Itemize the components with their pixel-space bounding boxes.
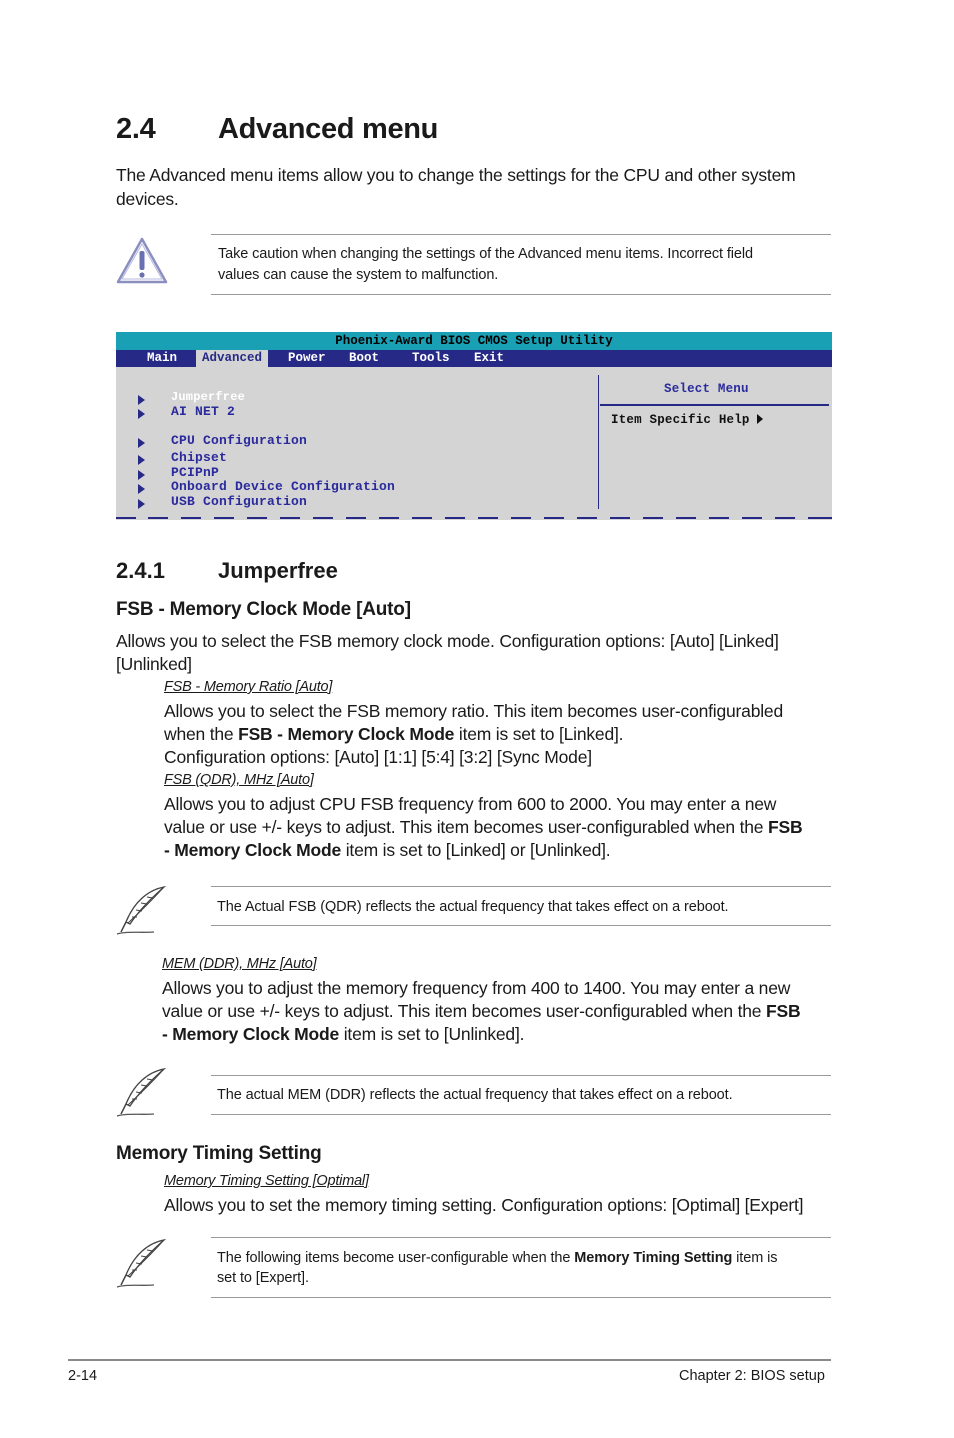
text-span: when the — [164, 724, 239, 744]
note-2-bottom-rule — [211, 1114, 831, 1115]
bios-dash — [445, 517, 465, 519]
note-3-line-2: set to [Expert]. — [217, 1270, 309, 1286]
bios-dash — [148, 517, 168, 519]
bios-dash — [709, 517, 729, 519]
mem-ddr-line-1: Allows you to adjust the memory frequency from 400 to 1400. You may enter a new — [162, 978, 791, 998]
fsb-qdr-line-1: Allows you to adjust CPU FSB frequency from 600 to 2000. You may enter a new — [164, 794, 777, 814]
caution-line-1: Take caution when changing the settings of the Advanced menu items. Incorrect field — [218, 246, 753, 262]
bios-dash — [742, 517, 762, 519]
bios-item-chipset[interactable]: Chipset — [171, 450, 228, 465]
bios-screen — [116, 332, 832, 520]
bios-menu-exit[interactable]: Exit — [474, 351, 505, 365]
bios-help-label: Item Specific Help — [611, 413, 750, 427]
bios-dash — [116, 517, 136, 519]
fsb-qdr-line-3 — [164, 839, 610, 863]
text-span: item is set to [Linked]. — [454, 724, 624, 744]
bios-dash — [478, 517, 498, 519]
bios-menu-bar — [116, 350, 832, 367]
bios-dash — [247, 517, 267, 519]
note-3-bottom-rule — [211, 1297, 831, 1298]
submenu-arrow-icon — [138, 470, 145, 480]
bold-term: - Memory Clock Mode — [162, 1024, 340, 1044]
footer-rule — [68, 1359, 831, 1361]
fsb-ratio-label: FSB - Memory Ratio [Auto] — [164, 679, 333, 695]
note-1-top-rule — [211, 886, 831, 887]
section-heading — [116, 113, 438, 146]
note-1-bottom-rule — [211, 925, 831, 926]
bios-item-onboard-device-configuration[interactable]: Onboard Device Configuration — [171, 479, 396, 494]
caution-line-2: values can cause the system to malfunction. — [218, 267, 499, 283]
feather-note-icon — [114, 1066, 170, 1120]
bios-dash — [181, 517, 201, 519]
submenu-arrow-icon — [138, 438, 145, 448]
bold-term: FSB — [768, 817, 803, 837]
submenu-arrow-icon — [138, 484, 145, 494]
bios-menu-main[interactable]: Main — [147, 351, 178, 365]
bios-help-text — [611, 413, 763, 427]
submenu-arrow-icon — [138, 499, 145, 509]
fsb-ratio-line-1: Allows you to select the FSB memory ratio. This item becomes user-configurabled — [164, 701, 784, 721]
section-title: Advanced menu — [218, 113, 439, 145]
text-span: item is — [732, 1250, 778, 1266]
fsb-mode-line-2: [Unlinked] — [116, 654, 192, 674]
bios-dash — [643, 517, 663, 519]
bios-item-usb-configuration[interactable]: USB Configuration — [171, 494, 308, 509]
bios-menu-boot[interactable]: Boot — [349, 351, 380, 365]
bios-dash — [511, 517, 531, 519]
mem-ddr-line-3 — [162, 1023, 524, 1047]
bios-dash — [346, 517, 366, 519]
bios-dash — [775, 517, 795, 519]
submenu-arrow-icon — [138, 455, 145, 465]
text-span: item is set to [Unlinked]. — [339, 1024, 525, 1044]
bios-item-ai-net-2[interactable]: AI NET 2 — [171, 404, 236, 419]
bold-term: - Memory Clock Mode — [164, 840, 342, 860]
bios-dash — [544, 517, 564, 519]
caution-top-rule — [211, 234, 831, 235]
note-2-top-rule — [211, 1075, 831, 1076]
text-span: item is set to [Linked] or [Unlinked]. — [341, 840, 611, 860]
note-3-line-1 — [217, 1248, 777, 1269]
subsection-title: Jumperfree — [218, 558, 338, 583]
bios-dash — [214, 517, 234, 519]
bios-dash — [808, 517, 832, 519]
fsb-qdr-label: FSB (QDR), MHz [Auto] — [164, 772, 314, 788]
bios-dash — [313, 517, 333, 519]
bios-dash — [379, 517, 399, 519]
intro-paragraph: The Advanced menu items allow you to change the settings for the CPU and other system devices. — [116, 165, 796, 209]
memory-timing-heading: Memory Timing Setting — [116, 1143, 322, 1164]
note-1-text: The Actual FSB (QDR) reflects the actual frequency that takes effect on a reboot. — [217, 899, 729, 915]
bios-dash — [280, 517, 300, 519]
bios-help-title: Select Menu — [664, 382, 749, 396]
bios-item-cpu-configuration[interactable]: CPU Configuration — [171, 433, 308, 448]
memory-timing-label: Memory Timing Setting [Optimal] — [164, 1173, 369, 1189]
mem-ddr-label: MEM (DDR), MHz [Auto] — [162, 956, 317, 972]
text-span: value or use +/- keys to adjust. This item becomes user-configurabled when the — [164, 817, 768, 837]
submenu-arrow-icon — [138, 395, 145, 405]
bios-title-bar: Phoenix-Award BIOS CMOS Setup Utility — [116, 332, 832, 350]
feather-note-icon — [114, 1237, 170, 1291]
page-number: 2-14 — [68, 1368, 98, 1384]
chapter-label: Chapter 2: BIOS setup — [679, 1368, 825, 1384]
bios-menu-tools[interactable]: Tools — [412, 351, 450, 365]
bios-menu-power[interactable]: Power — [288, 351, 326, 365]
text-span: The following items become user-configurable when the — [217, 1250, 575, 1266]
subsection-heading — [116, 558, 338, 584]
mem-ddr-line-2 — [162, 1000, 800, 1024]
bios-item-jumperfree[interactable]: Jumperfree — [171, 390, 246, 404]
bios-help-rule — [600, 404, 829, 406]
text-span: value or use +/- keys to adjust. This item becomes user-configurabled when the — [162, 1001, 766, 1021]
bios-item-pcipnp[interactable]: PCIPnP — [171, 465, 220, 480]
fsb-ratio-line-2 — [164, 723, 623, 747]
fsb-mode-line-1: Allows you to select the FSB memory clock mode. Configuration options: [Auto] [Linked] — [116, 631, 779, 651]
note-2-text: The actual MEM (DDR) reflects the actual frequency that takes effect on a reboot. — [217, 1087, 733, 1103]
help-arrow-icon — [757, 414, 763, 424]
bold-term: FSB - Memory Clock Mode — [238, 724, 455, 744]
bios-dash — [577, 517, 597, 519]
fsb-mode-heading: FSB - Memory Clock Mode [Auto] — [116, 599, 411, 620]
section-number: 2.4 — [116, 113, 156, 145]
submenu-arrow-icon — [138, 409, 145, 419]
bios-menu-advanced[interactable]: Advanced — [196, 350, 268, 367]
bold-term: Memory Timing Setting — [574, 1250, 733, 1266]
fsb-qdr-line-2 — [164, 816, 802, 840]
bios-panel-divider — [598, 375, 599, 509]
subsection-number: 2.4.1 — [116, 558, 165, 583]
bios-dash — [610, 517, 630, 519]
fsb-ratio-line-3: Configuration options: [Auto] [1:1] [5:4] [3:2] [Sync Mode] — [164, 747, 592, 767]
memory-timing-line-1: Allows you to set the memory timing setting. Configuration options: [Optimal] [Expert] — [164, 1195, 804, 1215]
note-3-top-rule — [211, 1237, 831, 1238]
feather-note-icon — [114, 884, 170, 938]
caution-bottom-rule — [211, 294, 831, 295]
bios-dash — [412, 517, 432, 519]
bios-dash — [676, 517, 696, 519]
bold-term: FSB — [766, 1001, 801, 1021]
warning-triangle-icon — [115, 236, 169, 286]
